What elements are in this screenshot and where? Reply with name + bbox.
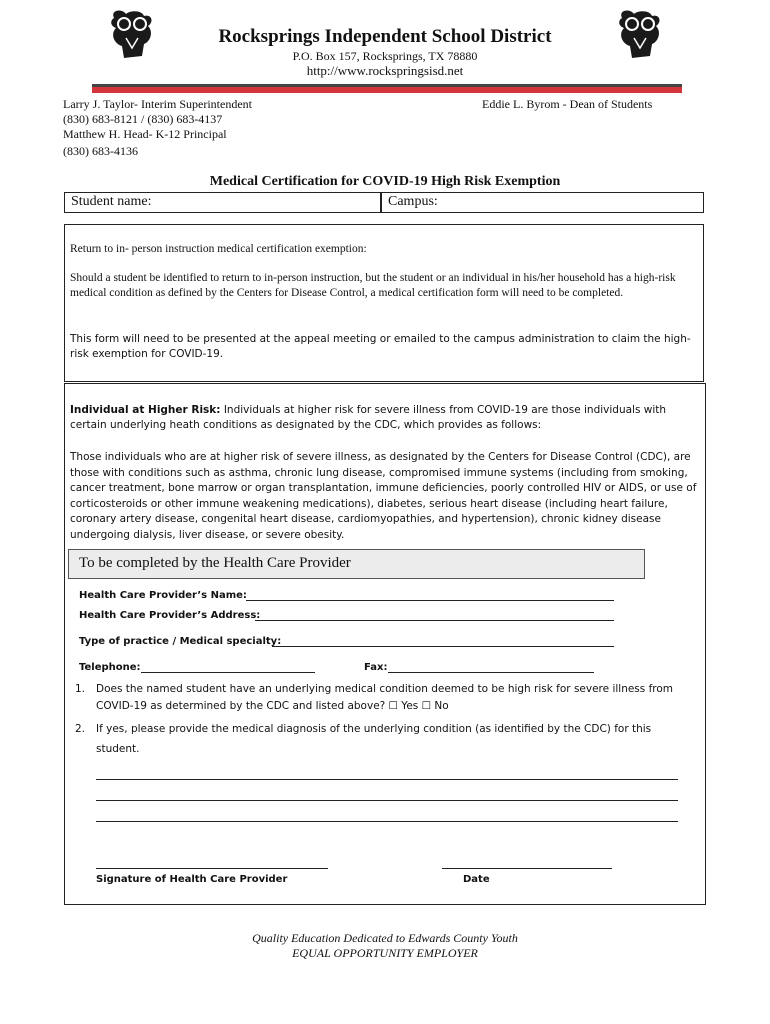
question-1-number: 1. <box>75 683 86 695</box>
staff-line: Larry J. Taylor- Interim Superintendent <box>63 97 252 111</box>
diagnosis-line-3[interactable] <box>96 821 678 822</box>
campus-label: Campus: <box>388 194 438 209</box>
hcp-address-field[interactable] <box>79 610 260 621</box>
hcp-name-field[interactable] <box>79 590 247 601</box>
form-title: Medical Certification for COVID-19 High Risk Exemption <box>209 174 561 189</box>
hcp-name-line[interactable] <box>246 600 614 601</box>
date-line[interactable] <box>442 868 612 869</box>
practice-label: Type of practice / Medical specialty: <box>79 636 282 647</box>
hcp-name-label: Health Care Provider’s Name: <box>79 590 247 601</box>
header-divider-red <box>92 87 682 93</box>
staff-right: Eddie L. Byrom - Dean of Students <box>482 97 653 111</box>
question-2-number: 2. <box>75 723 86 735</box>
hcp-address-line[interactable] <box>255 620 614 621</box>
practice-line[interactable] <box>272 646 614 647</box>
footer-motto: Quality Education Dedicated to Edwards County Youth <box>252 931 518 945</box>
student-name-label: Student name: <box>71 194 152 209</box>
district-address: P.O. Box 157, Rocksprings, TX 78880 <box>292 49 478 63</box>
risk-text: Individuals at higher risk for severe illness from COVID-19 are those individuals with certain underlying heath conditions as designated by the CDC, which provides as follows: <box>70 404 667 431</box>
question-1-line-1: Does the named student have an underlying medical condition deemed to be high risk for severe illness from <box>96 683 674 695</box>
staff-line: (830) 683-8121 / (830) 683-4137 <box>63 112 223 126</box>
intro-paragraph-2: This form will need to be presented at the appeal meeting or emailed to the campus administration to claim the high-risk exemption for COVID-19. <box>70 333 691 360</box>
diagnosis-line-1[interactable] <box>96 779 678 780</box>
question-1-line-2[interactable]: COVID-19 as determined by the CDC and listed above? ☐ Yes ☐ No <box>96 700 449 712</box>
hcp-address-label: Health Care Provider’s Address: <box>79 610 261 621</box>
fax-field[interactable] <box>364 662 387 673</box>
campus-field[interactable] <box>381 192 704 213</box>
intro-heading: Return to in- person instruction medical certification exemption: <box>70 243 367 255</box>
hcp-section-heading: To be completed by the Health Care Provider <box>68 549 645 579</box>
risk-paragraph: Those individuals who are at higher risk of severe illness, as designated by the Centers for Disease Control (CDC), are those with conditions such as asthma, chronic lung disease, compromised immune systems (including from smoking, cancer treatment, bone marrow or organ transplantation, immune deficiencies, poorly controlled HIV or AIDS, or use of corticosteroids or other immune weakening medications), diabetes, serious heart disease (including heart failure, coronary artery disease, congenital heart disease, cardiomyopathies, and hypertension), chronic kidney disease undergoing dialysis, liver disease, or severe obesity. <box>70 451 697 541</box>
signature-line[interactable] <box>96 868 328 869</box>
fax-line[interactable] <box>388 672 594 673</box>
signature-label: Signature of Health Care Provider <box>96 874 288 885</box>
district-website[interactable]: http://www.rockspringsisd.net <box>306 63 464 78</box>
question-2-line-2: student. <box>96 743 140 755</box>
student-name-field[interactable] <box>64 192 381 213</box>
diagnosis-line-2[interactable] <box>96 800 678 801</box>
intro-paragraph-1: Should a student be identified to return to in-person instruction, but the student or an individual in his/her household has a high-risk medical condition as defined by the Centers for Disease Control, a medical certification form will need to be completed. <box>70 272 676 299</box>
staff-line: (830) 683-4136 <box>63 144 138 158</box>
telephone-field[interactable] <box>79 662 141 673</box>
date-label: Date <box>463 874 490 885</box>
footer-employer: EQUAL OPPORTUNITY EMPLOYER <box>292 946 478 960</box>
question-2-line-1: If yes, please provide the medical diagnosis of the underlying condition (as identified by the CDC) for this <box>96 723 652 735</box>
district-name: Rocksprings Independent School District <box>218 26 552 47</box>
fax-label: Fax: <box>364 662 388 673</box>
telephone-label: Telephone: <box>79 662 141 673</box>
risk-bold-label: Individual at Higher Risk: <box>70 404 221 416</box>
staff-left <box>63 97 252 159</box>
practice-field[interactable] <box>79 636 281 647</box>
risk-definition <box>70 403 700 433</box>
telephone-line[interactable] <box>141 672 315 673</box>
staff-line: Matthew H. Head- K-12 Principal <box>63 127 227 141</box>
